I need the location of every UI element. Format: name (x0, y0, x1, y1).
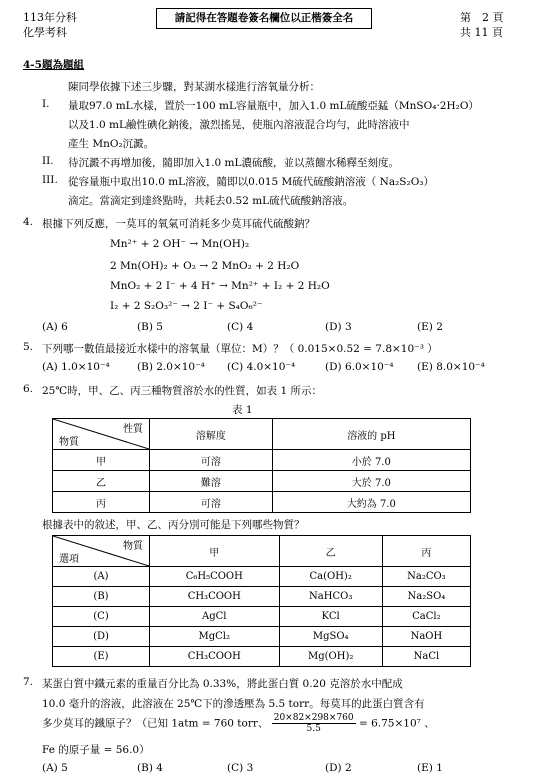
step-1-line2: 以及1.0 mL鹼性碘化鈉後，激烈搖晃，使瓶內溶液混合均勻，此時溶液中 (68, 119, 410, 131)
q5-option-a[interactable]: (A) 1.0×10⁻⁴ (42, 361, 110, 373)
table2-option-label[interactable]: (B) (53, 587, 150, 607)
table1-corner-top: 性質 (123, 424, 143, 435)
q7-fraction-numerator: 20×82×298×760 (273, 713, 354, 723)
table1-corner-bottom: 物質 (59, 437, 79, 448)
q4-reaction-3: MnO₂ + 2 I⁻ + 4 H⁺ → Mn²⁺ + I₂ + 2 H₂O (110, 280, 330, 292)
q7-option-a[interactable]: (A) 5 (42, 762, 68, 774)
table2-cell: CH₃COOH (150, 647, 280, 667)
step-1-num: I. (42, 98, 50, 110)
q7-option-e[interactable]: (E) 1 (417, 762, 443, 774)
table2-cell: Na₂CO₃ (382, 567, 470, 587)
table1-header: 溶液的 pH (272, 419, 470, 450)
q5-option-b[interactable]: (B) 2.0×10⁻⁴ (137, 361, 205, 373)
table1-cell: 甲 (53, 450, 150, 471)
step-3-num: III. (42, 174, 58, 186)
table2 (52, 535, 471, 667)
q7-line3 (42, 713, 435, 734)
table2-option-label[interactable]: (C) (53, 607, 150, 627)
q6-stem: 25℃時，甲、乙、丙三種物質溶於水的性質，如表 1 所示： (42, 385, 322, 397)
table2-cell: Na₂SO₄ (382, 587, 470, 607)
table2-cell: C₆H₅COOH (150, 567, 280, 587)
table2-option-label[interactable]: (A) (53, 567, 150, 587)
q7-line3-text: 多少莫耳的鐵原子？（已知 1atm = 760 torr、 (42, 717, 269, 730)
q4-number: 4. (23, 216, 34, 228)
table2-corner-top: 物質 (123, 541, 143, 552)
table-row[interactable] (53, 607, 471, 627)
table-row[interactable] (53, 567, 471, 587)
table2-cell: MgCl₂ (150, 627, 280, 647)
table-row (53, 492, 471, 513)
step-1-line1: 量取97.0 mL水樣，置於一100 mL容量瓶中，加入1.0 mL硫酸亞錳（MnSO₄‧2H₂O） (68, 100, 479, 112)
q7-line1: 某蛋白質中鐵元素的重量百分比為 0.33%，將此蛋白質 0.20 克溶於水中配成 (42, 678, 403, 690)
table2-cell: CaCl₂ (382, 607, 470, 627)
table-row[interactable] (53, 587, 471, 607)
exam-subject: 化學考科 (23, 26, 67, 39)
q4-option-e[interactable]: (E) 2 (417, 321, 443, 333)
q7-option-b[interactable]: (B) 4 (137, 762, 163, 774)
q4-reaction-4: I₂ + 2 S₂O₃²⁻ → 2 I⁻ + S₄O₆²⁻ (110, 300, 263, 312)
table-row[interactable] (53, 647, 471, 667)
table2-option-label[interactable]: (E) (53, 647, 150, 667)
table1-cell: 乙 (53, 471, 150, 492)
q7-line4: Fe 的原子量 = 56.0） (42, 744, 150, 756)
table1 (52, 418, 471, 513)
q4-option-d[interactable]: (D) 3 (325, 321, 352, 333)
table1-corner-header (53, 419, 150, 450)
table-row (53, 471, 471, 492)
table1-cell: 大約為 7.0 (272, 492, 470, 513)
q4-option-b[interactable]: (B) 5 (137, 321, 163, 333)
group-title: 4-5題為題組 (23, 59, 84, 71)
signature-notice: 請記得在答題卷簽名欄位以正楷簽全名 (156, 8, 372, 29)
q4-option-a[interactable]: (A) 6 (42, 321, 68, 333)
table2-cell: NaOH (382, 627, 470, 647)
q6-number: 6. (23, 383, 34, 395)
table2-header: 丙 (382, 536, 470, 567)
table2-cell: MgSO₄ (279, 627, 382, 647)
table2-cell: AgCl (150, 607, 280, 627)
table2-cell: KCl (279, 607, 382, 627)
step-3-line1: 從容量瓶中取出10.0 mL溶液，隨即以0.015 M硫代硫酸鈉溶液（ Na₂S₂O₃） (68, 176, 435, 188)
intro-text: 陳同學依據下述三步驟，對某湖水樣進行溶氧量分析： (68, 81, 320, 93)
q7-option-d[interactable]: (D) 2 (325, 762, 352, 774)
q5-option-e[interactable]: (E) 8.0×10⁻⁴ (417, 361, 485, 373)
table1-cell: 可溶 (150, 450, 273, 471)
table1-cell: 可溶 (150, 492, 273, 513)
q7-fraction-denominator: 5.5 (306, 724, 321, 734)
q7-line2: 10.0 毫升的溶液，此溶液在 25℃下的滲透壓為 5.5 torr。每莫耳的此蛋白質含有 (42, 698, 425, 710)
q4-reaction-2: 2 Mn(OH)₂ + O₂ → 2 MnO₂ + 2 H₂O (110, 260, 300, 272)
table1-title: 表 1 (232, 404, 253, 416)
page-total: 共 11 頁 (460, 26, 503, 39)
q5-option-c[interactable]: (C) 4.0×10⁻⁴ (227, 361, 296, 373)
table2-cell: Ca(OH)₂ (279, 567, 382, 587)
q7-number: 7. (23, 676, 34, 688)
step-3-line2: 滴定。當滴定到達終點時，共耗去0.52 mL硫代硫酸鈉溶液。 (68, 195, 354, 207)
q4-stem: 根據下列反應，一莫耳的氧氣可消耗多少莫耳硫代硫酸鈉？ (42, 218, 315, 230)
step-2-line1: 待沉澱不再增加後，隨即加入1.0 mL濃硫酸，並以蒸餾水稀釋至刻度。 (68, 157, 399, 169)
table2-header: 甲 (150, 536, 280, 567)
table2-cell: NaHCO₃ (279, 587, 382, 607)
q5-option-d[interactable]: (D) 6.0×10⁻⁴ (325, 361, 394, 373)
table2-cell: CH₃COOH (150, 587, 280, 607)
table2-option-label[interactable]: (D) (53, 627, 150, 647)
table2-header: 乙 (279, 536, 382, 567)
table1-header: 溶解度 (150, 419, 273, 450)
table-row[interactable] (53, 627, 471, 647)
q7-option-c[interactable]: (C) 3 (227, 762, 254, 774)
q4-option-c[interactable]: (C) 4 (227, 321, 254, 333)
q6-stem2: 根據表中的敘述，甲、乙、丙分別可能是下列哪些物質？ (42, 519, 305, 531)
table2-corner-bottom: 選項 (59, 554, 79, 565)
table2-cell: NaCl (382, 647, 470, 667)
step-2-num: II. (42, 155, 54, 167)
q7-fraction-result: = 6.75×10⁷ 、 (358, 717, 435, 730)
q5-number: 5. (23, 341, 34, 353)
table1-cell: 丙 (53, 492, 150, 513)
table2-corner-header (53, 536, 150, 567)
exam-year-subject: 113年分科 (23, 11, 77, 24)
table2-cell: Mg(OH)₂ (279, 647, 382, 667)
table1-cell: 小於 7.0 (272, 450, 470, 471)
page-number: 第 2 頁 (460, 11, 504, 24)
table1-cell: 難溶 (150, 471, 273, 492)
table1-cell: 大於 7.0 (272, 471, 470, 492)
q5-stem: 下列哪一數值最接近水樣中的溶氧量（單位：M）？（ 0.015×0.52 = 7.8×10⁻³ ） (42, 343, 438, 355)
q7-fraction (272, 713, 356, 734)
table-row (53, 450, 471, 471)
step-1-line3: 產生 MnO₂沉澱。 (68, 138, 155, 150)
q4-reaction-1: Mn²⁺ + 2 OH⁻ → Mn(OH)₂ (110, 238, 250, 250)
